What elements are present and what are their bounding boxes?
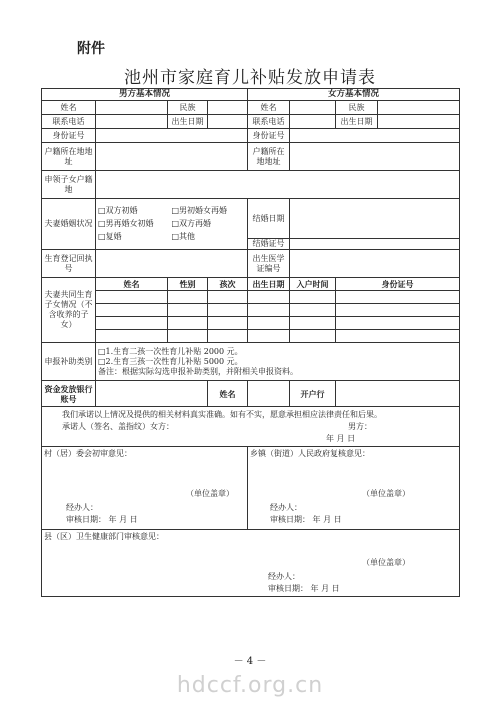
female-household-label: 户籍所在地地址: [248, 143, 290, 171]
children-label: 夫妻共同生育子女情况（不含收养的子女）: [42, 278, 96, 343]
children-col-order: 孩次: [208, 278, 248, 291]
cell[interactable]: [208, 291, 248, 304]
cell[interactable]: [168, 330, 208, 343]
attachment-label: 附件: [77, 41, 105, 57]
cell[interactable]: [290, 304, 336, 317]
male-phone-label: 联系电话: [42, 115, 96, 129]
marriage-date-label: 结婚日期: [248, 199, 290, 239]
birth-med-label: 出生医学证编号: [248, 250, 290, 278]
female-ethnicity-label: 民族: [336, 101, 378, 115]
male-ethnicity-field[interactable]: [208, 101, 248, 115]
marriage-option-2[interactable]: □男初婚女再婚: [171, 206, 228, 215]
children-col-gender: 性别: [168, 278, 208, 291]
county-date: 审核日期： 年 月 日: [268, 584, 340, 593]
subsidy-label: 申报补助类别: [42, 343, 96, 381]
cell[interactable]: [96, 330, 168, 343]
subsidy-options: [96, 343, 460, 381]
cell[interactable]: [96, 317, 168, 330]
pledge-text: 我们承诺以上情况及提供的相关材料真实准确。如有不实，愿意承担相应法律责任和后果。: [62, 410, 382, 419]
female-id-field[interactable]: [290, 129, 460, 143]
marriage-date-field[interactable]: [290, 199, 460, 239]
birth-reg-label: 生育登记回执号: [42, 250, 96, 278]
bank-account-field[interactable]: [96, 381, 208, 407]
cell[interactable]: [96, 304, 168, 317]
county-seal: （单位盖章）: [362, 558, 410, 567]
town-review-label: 乡镇（街道）人民政府复核意见：: [250, 449, 370, 458]
cell[interactable]: [168, 304, 208, 317]
cell[interactable]: [248, 330, 290, 343]
male-birthdate-label: 出生日期: [168, 115, 208, 129]
female-birthdate-label: 出生日期: [336, 115, 378, 129]
children-col-entry: 入户时间: [290, 278, 336, 291]
application-form: [41, 88, 460, 597]
cell[interactable]: [96, 291, 168, 304]
children-row: [42, 330, 460, 343]
pledge-cell: [42, 407, 460, 447]
male-id-label: 身份证号: [42, 129, 96, 143]
female-birthdate-field[interactable]: [378, 115, 460, 129]
cell[interactable]: [248, 291, 290, 304]
town-seal: （单位盖章）: [362, 489, 410, 498]
female-ethnicity-field[interactable]: [378, 101, 460, 115]
county-review-label: 县（区）卫生健康部门审核意见：: [44, 532, 164, 541]
cell[interactable]: [290, 291, 336, 304]
village-review-label: 村（居）委会初审意见：: [44, 449, 132, 458]
female-section-header: 女方基本情况: [248, 89, 460, 101]
pledge-date: 年 月 日: [326, 434, 356, 443]
male-birthdate-field[interactable]: [208, 115, 248, 129]
male-section-header: 男方基本情况: [42, 89, 248, 101]
marriage-options: [96, 199, 248, 250]
child-household-field[interactable]: [96, 171, 460, 199]
birth-med-field[interactable]: [290, 250, 460, 278]
male-name-label: 姓名: [42, 101, 96, 115]
cell[interactable]: [336, 330, 460, 343]
female-name-label: 姓名: [248, 101, 290, 115]
village-date: 审核日期： 年 月 日: [66, 515, 138, 524]
cell[interactable]: [208, 304, 248, 317]
cell[interactable]: [248, 304, 290, 317]
marriage-option-3[interactable]: □男再婚女初婚: [98, 219, 154, 228]
female-phone-field[interactable]: [290, 115, 336, 129]
cell[interactable]: [168, 291, 208, 304]
cell[interactable]: [248, 317, 290, 330]
form-title: 池州市家庭育儿补贴发放申请表: [124, 68, 376, 88]
watermark: hdccf.org.cn: [176, 673, 324, 698]
marriage-option-1[interactable]: □双方初婚: [98, 206, 138, 215]
female-name-field[interactable]: [290, 101, 336, 115]
children-col-name: 姓名: [96, 278, 168, 291]
children-row: [42, 304, 460, 317]
children-row: [42, 317, 460, 330]
cell[interactable]: [168, 317, 208, 330]
subsidy-option-1[interactable]: □1.生育二孩一次性育儿补贴 2000 元。: [98, 346, 243, 356]
cell[interactable]: [290, 330, 336, 343]
bank-name-field[interactable]: [248, 381, 290, 407]
cell[interactable]: [336, 317, 460, 330]
subsidy-option-2[interactable]: □2.生育三孩一次性育儿补贴 5000 元。: [98, 356, 243, 366]
marriage-option-5[interactable]: □复婚: [98, 232, 122, 241]
cell[interactable]: [208, 317, 248, 330]
marriage-cert-field[interactable]: [290, 239, 460, 250]
male-phone-field[interactable]: [96, 115, 168, 129]
subsidy-note: 备注：根据实际勾选申报补助类别，并附相关申报资料。: [98, 366, 298, 376]
cell[interactable]: [336, 291, 460, 304]
pledge-signer: 承诺人（签名、盖指纹）女方：: [62, 422, 174, 431]
child-household-label: 申领子女户籍地: [42, 171, 96, 199]
female-phone-label: 联系电话: [248, 115, 290, 129]
marriage-cert-label: 结婚证号: [248, 239, 290, 250]
marriage-label: 夫妻婚姻状况: [42, 199, 96, 250]
county-review[interactable]: [42, 530, 460, 597]
marriage-option-4[interactable]: □双方再婚: [171, 219, 212, 228]
marriage-option-6[interactable]: □其他: [171, 232, 196, 241]
birth-reg-field[interactable]: [96, 250, 248, 278]
town-handler: 经办人：: [270, 503, 302, 512]
page-number: － 4 －: [233, 656, 267, 667]
male-household-field[interactable]: [96, 143, 248, 171]
cell[interactable]: [336, 304, 460, 317]
bank-name-label: 姓名: [208, 381, 248, 407]
bank-account-label: 资金发放银行账号: [42, 381, 96, 407]
town-review[interactable]: [248, 447, 460, 530]
pledge-male: 男方：: [348, 422, 372, 431]
female-id-label: 身份证号: [248, 129, 290, 143]
bank-label: 开户行: [290, 381, 336, 407]
male-household-label: 户籍所在地地址: [42, 143, 96, 171]
male-name-field[interactable]: [96, 101, 168, 115]
county-handler: 经办人：: [268, 572, 300, 581]
cell[interactable]: [290, 317, 336, 330]
children-row: [42, 291, 460, 304]
female-household-field[interactable]: [290, 143, 460, 171]
cell[interactable]: [208, 330, 248, 343]
town-date: 审核日期： 年 月 日: [270, 515, 342, 524]
village-review[interactable]: [42, 447, 248, 530]
village-handler: 经办人：: [66, 503, 98, 512]
bank-field[interactable]: [336, 381, 460, 407]
male-id-field[interactable]: [96, 129, 248, 143]
children-col-id: 身份证号: [336, 278, 460, 291]
village-seal: （单位盖章）: [186, 489, 234, 498]
male-ethnicity-label: 民族: [168, 101, 208, 115]
children-col-birth: 出生日期: [248, 278, 290, 291]
